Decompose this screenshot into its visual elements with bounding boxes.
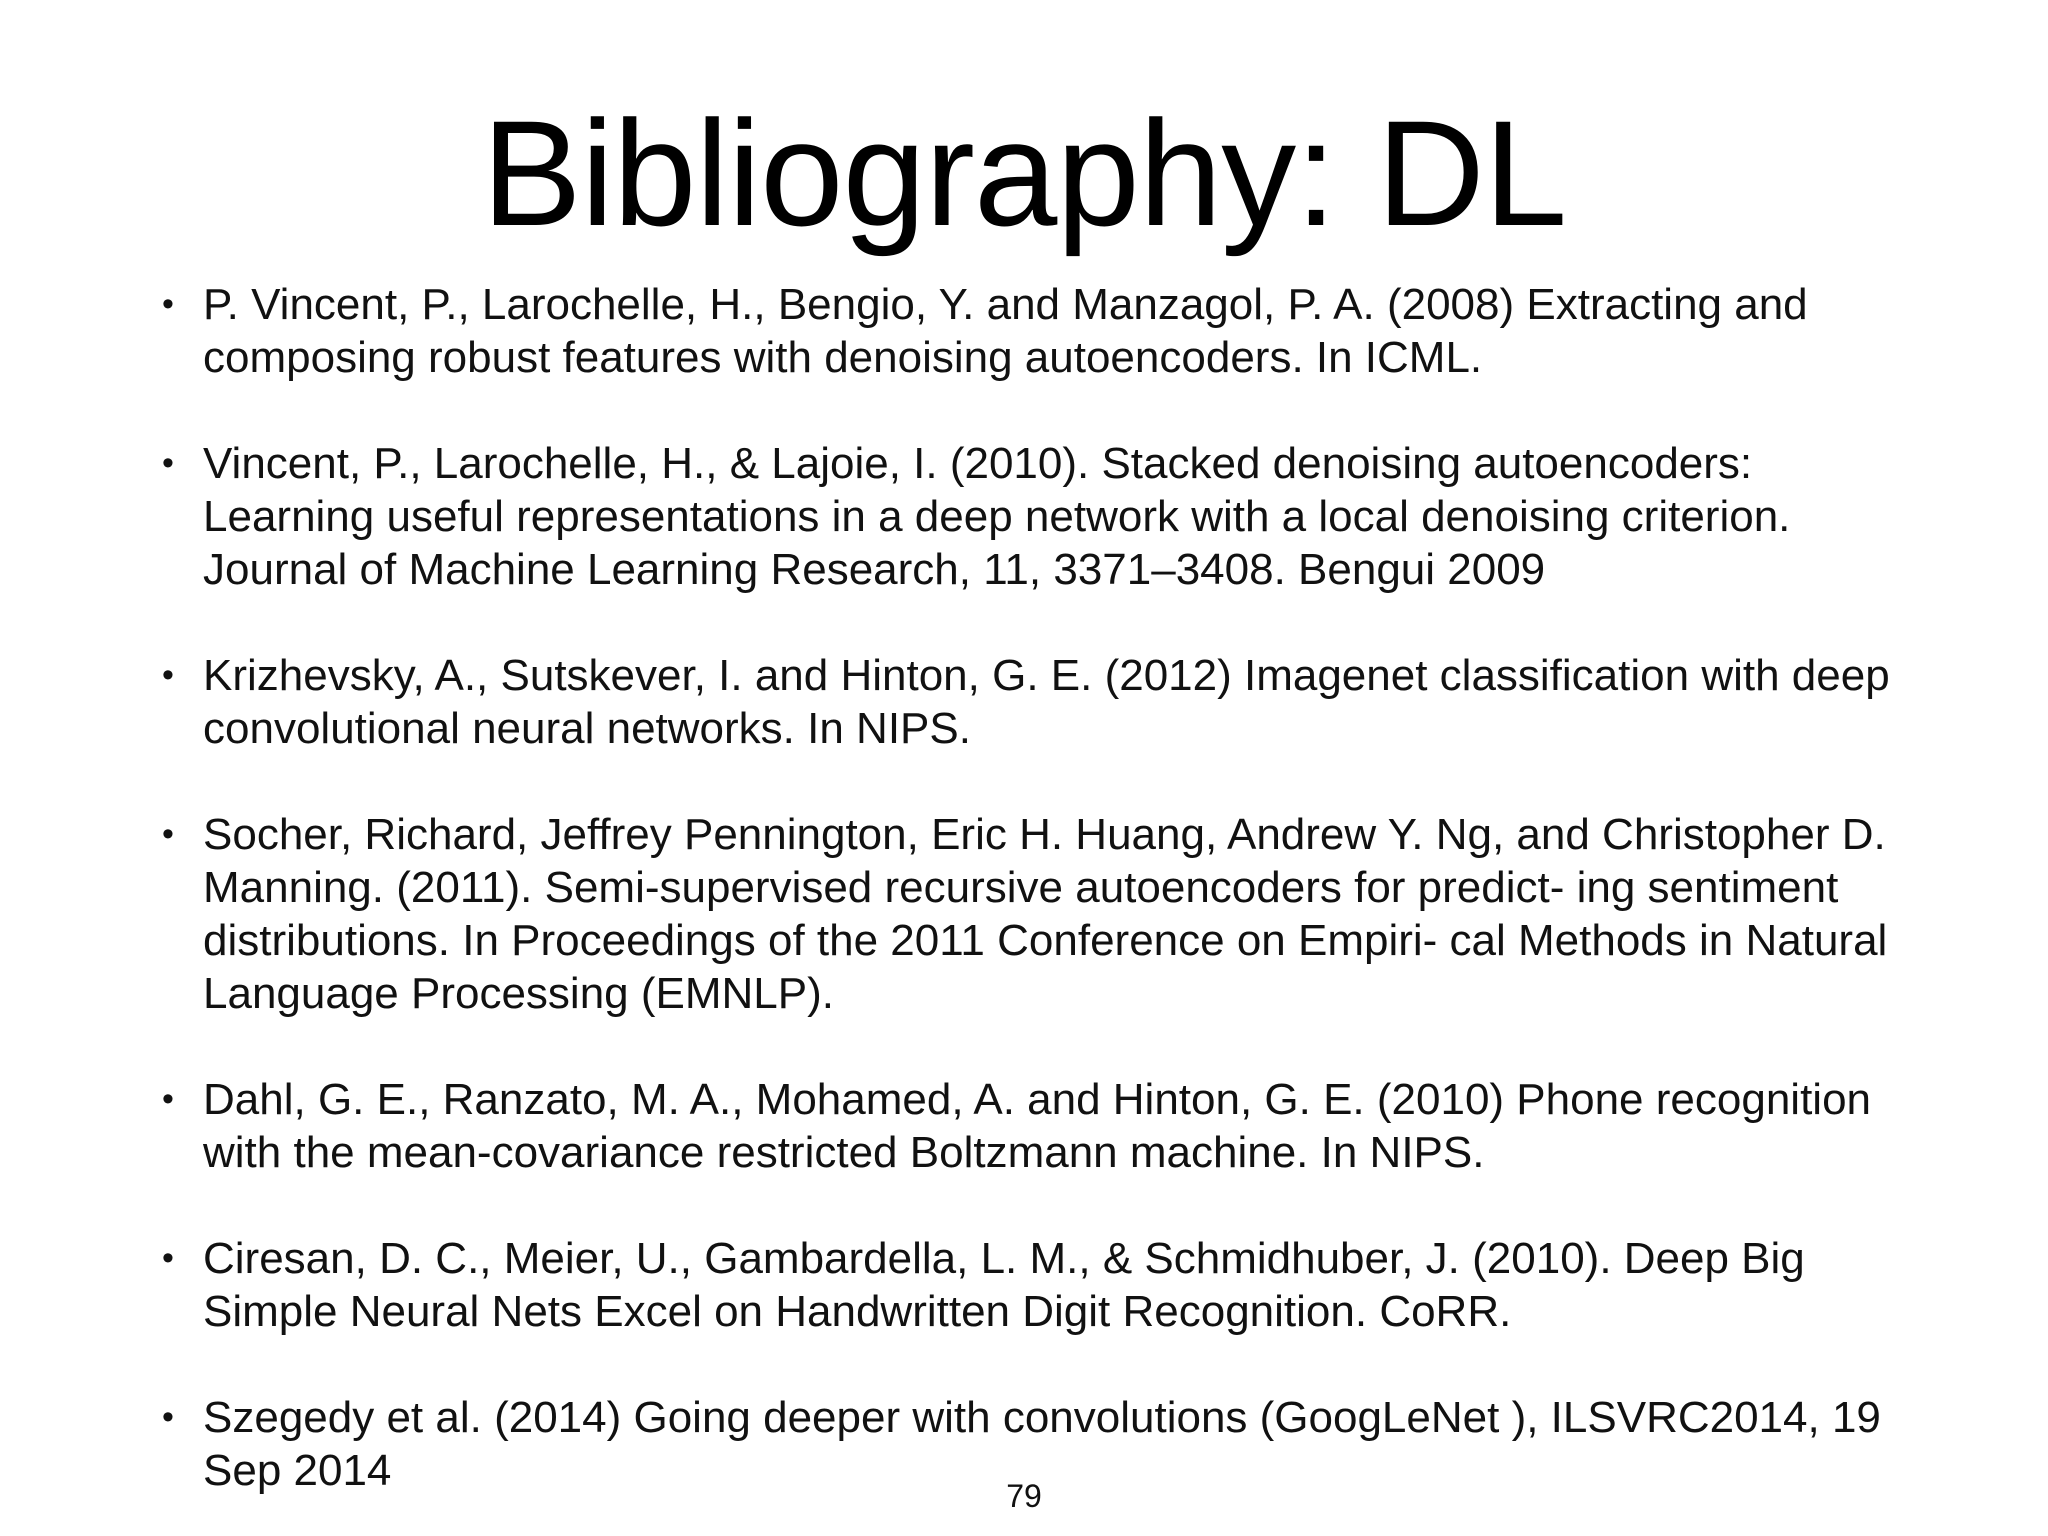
page-number: 79	[1006, 1478, 1042, 1514]
bibliography-item	[150, 1073, 1930, 1179]
reference-text: P. Vincent, P., Larochelle, H., Bengio, Y. and Manzagol, P. A. (2008) Extracting and composing robust features with denoising autoencoders. In ICML.	[203, 280, 1808, 382]
reference-text: Ciresan, D. C., Meier, U., Gambardella, L. M., & Schmidhuber, J. (2010). Deep Big Simple Neural Nets Excel on Handwritten Digit Recognition. CoRR.	[203, 1234, 1805, 1336]
bibliography-item	[150, 278, 1930, 384]
reference-text: Krizhevsky, A., Sutskever, I. and Hinton, G. E. (2012) Imagenet classification with deep convolutional neural networks. In NIPS.	[203, 651, 1890, 753]
bibliography-list	[150, 278, 1930, 1497]
reference-text: Szegedy et al. (2014) Going deeper with convolutions (GoogLeNet ), ILSVRC2014, 19 Sep 2014	[203, 1393, 1881, 1495]
slide-title: Bibliography: DL	[481, 89, 1567, 257]
bibliography-item	[150, 808, 1930, 1020]
bibliography-item	[150, 437, 1930, 596]
reference-text: Vincent, P., Larochelle, H., & Lajoie, I. (2010). Stacked denoising autoencoders: Learning useful representations in a deep network with a local denoising criterion. Journal of Machine Learning Research, 11, 3371–3408. Bengui 2009	[203, 439, 1791, 594]
bullet-icon: •	[162, 815, 174, 853]
reference-text: Dahl, G. E., Ranzato, M. A., Mohamed, A. and Hinton, G. E. (2010) Phone recognition with the mean-covariance restricted Boltzmann machine. In NIPS.	[203, 1075, 1872, 1177]
bullet-icon: •	[162, 1080, 174, 1118]
bullet-icon: •	[162, 1398, 174, 1436]
bibliography-item	[150, 649, 1930, 755]
bullet-icon: •	[162, 285, 174, 323]
bullet-icon: •	[162, 444, 174, 482]
bibliography-item	[150, 1232, 1930, 1338]
bullet-icon: •	[162, 1239, 174, 1277]
reference-text: Socher, Richard, Jeffrey Pennington, Eric H. Huang, Andrew Y. Ng, and Christopher D. Manning. (2011). Semi-supervised recursive autoencoders for predict- ing sentiment distributions. In Proceedings of the 2011 Conference on Empiri- cal Methods in Natural Language Processing (EMNLP).	[203, 810, 1888, 1018]
bullet-icon: •	[162, 656, 174, 694]
